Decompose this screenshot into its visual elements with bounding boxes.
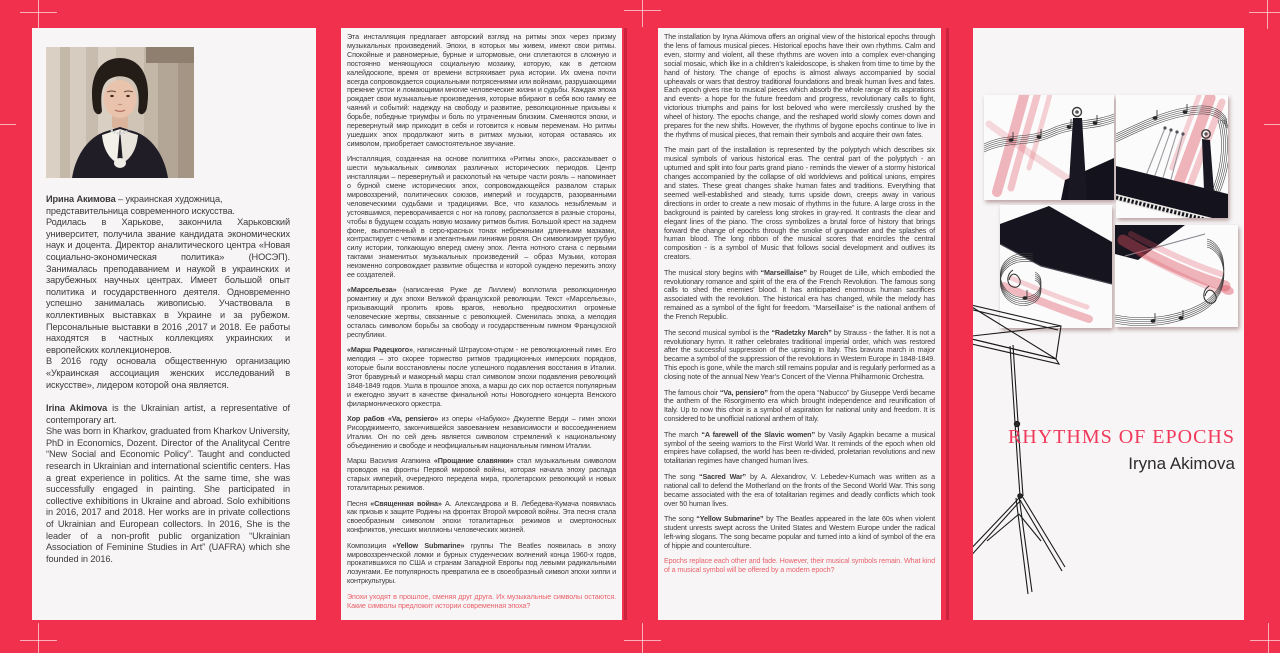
text-segment: by Strauss - the father. It is not a revolutionary hymn. It rather celebrates traditional imperial order, which was restored after the successful suppression of the uprising in Italy. This bravura march in major became a symbol of the suppression of the revolutions in Western Europe in 1848-1849. This epoch is gone, while the march still remains popular and is regularly performed as a closing note of the annual New Year’s Concert of the Vienna Philharmonic Orchestra. (664, 327, 935, 382)
paragraph (347, 457, 616, 493)
paragraph (664, 33, 935, 140)
artist-photo (46, 47, 194, 178)
text-segment: “Va, pensiero” (719, 387, 768, 397)
fold-line (624, 28, 627, 620)
text-segment: “Sacred War” (698, 471, 747, 481)
fold-line (946, 28, 949, 620)
text-segment: Марш Василия Агапкина (347, 456, 434, 466)
text-segment: Родилась в Харькове, закончила Харьковский университет, получила звание кандидата экономических наук и доцента. Директор аналитического центра «Новая социально-экономическая политика» (НОСЭП). Занималась преподаванием и наукой в украинских и зарубежных научных центрах. Имеет большой опыт политика и государственного деятеля. Одновременно успешно занималась живописью. Участвовала в коллективных выставках в Украине и за рубежом. Персональные выставки в 2016 ,2017 и 2018. Ее работы находятся в частных коллекциях украинских и европейских коллекционеров. (46, 217, 290, 355)
paragraph (46, 356, 290, 391)
text-segment: стал музыкальным символом проводов на фронты Первой мировой войны, которая начала эпоху распада старых империй, очередного передела мира, пролетарских революций и новых тоталитарных режимов. (347, 456, 616, 493)
paragraph (664, 146, 935, 262)
text-segment: «Прощание славянки» (433, 456, 514, 466)
cover-author: Iryna Akimova (1128, 454, 1235, 473)
text-segment: from the opera “Nabucco” by Giuseppe Verdi became the anthem of the Risorgimento era which brought independence and reunification of Italy. Up to now this choir is a symbol of aspiration for national unity and freedom. It is considered to be unofficial national anthem of Italy. (664, 387, 935, 424)
cover-panel (973, 28, 1244, 620)
paragraph (347, 286, 616, 339)
crop-mark (642, 623, 643, 653)
paragraph (664, 269, 935, 322)
text-segment: is the Ukrainian artist, a representative of contemporary art. (46, 403, 290, 425)
text-segment: by Vasily Agapkin became a musical symbol of the seeing warriors to the First World War. It reminds of the epoch when old empires have collapsed, the world has been re-divided, proletarian revolutions and new totalitarian regimes have changed human lives. (664, 429, 935, 466)
paragraph (347, 542, 616, 587)
text-segment: by Rouget de Lille, which embodied the revolutionary romance and spirit of the era of the French Revolution. The famous song calls to shed the enemies’ blood. It has anticipated enormous human sacrifices associated with the revolution. The historical era has changed, while the melody has remained as a symbol of the fight for freedom. “Marseillaise” is the national anthem of the French Republic. (664, 267, 936, 322)
paragraph (664, 389, 935, 425)
text-segment: Эта инсталляция предлагает авторский взгляд на ритмы эпох через призму музыкальных произведений. Эпохи, в которых мы живем, имеют свои ритмы. Спокойные и равномерные, бурные и штормовые, они сплетаются в сложную и постоянно меняющуюся социальную мозаику, которую, как в детском калейдоскопе, время от времени встряхивает рука истории. Их смена почти всегда сопровождается социальными потрясениями или войнами, разрушающими прежние устои и ломающими многие человеческие жизни и судьбы. Каждая эпоха рождает свои музыкальные произведения, которые вбирают в себя всю гамму ее чаяний и событий: надежду на свободу и развитие, революционные призывы к борьбе, победные триумфы и боль по утраченным близким. Сменяются эпохи, и перевернутый мир приходит в себя и готовится к новым переменам. Но ритмы ушедших эпох продолжают жить в ритмах музыки, которая оставаясь их символом, приобретает самостоятельное звучание. (347, 32, 616, 148)
text-segment: The main part of the installation is represented by the polyptych which describes six musical symbols of various historical eras. The central part of the polyptych - an upturned and split into four parts grand piano - reminds the viewer of a stormy historical changes accompanied by the collapse of old worldviews and political unions, empires and states. These great changes shake human fates and traditions. Everything that seemed well-established and steady, turns upside down, creeps away in various directions in order to create a new mosaic of rhythms in the future. A large cross in the background is painted by careless long strokes in gray-red. It contrasts the clear and elegant lines of the piano. The cross symbolizes a brutal force of history that brings forward the change of epochs through the smoke of gunpowder and the splashes of human blood. The long ribbon of the musical scores that encircles the central composition - is a symbol of Music that follows social development and outlives its creators. (664, 145, 935, 262)
text-segment: The famous choir (664, 387, 720, 397)
music-stand-drawing (973, 304, 1065, 594)
text-segment: Ирина Акимова (46, 194, 116, 204)
paragraph (347, 33, 616, 149)
crop-mark (1267, 0, 1268, 29)
text-segment: представительница современного искусства. (46, 205, 235, 216)
text-segment: The second musical symbol is the (664, 327, 772, 337)
text-segment: Композиция (347, 540, 393, 550)
text-segment: The march (664, 429, 702, 439)
text-segment: She was born in Kharkov, graduated from Kharkov University, PhD in Economics, Dozent. Director of the Analitycal Centre “New Social and Economic Policy”. Taught and conducted research in Ukrainian and international scientific centers. Has a great experience in politics. At the same time, she was successfully engaged in painting. She participated in collective exhibitions in Ukraine and abroad. Solo exhibitions in 2016, 2017 and 2018. Her works are in private collections of Ukrainian and European collectors. In 2016, She is the leader of a non-profit public organization “Ukrainian Association of Feminine Studies in Art” (UAFRA) which she founded in 2016. (46, 426, 290, 564)
text-segment: Эпохи уходят в прошлое, сменяя друг друга. Их музыкальные символы остаются. Какие символы предложит истории современная эпоха? (347, 591, 616, 610)
text-segment: The musical story begins with (664, 267, 761, 277)
text-segment: – украинская художница, (115, 194, 223, 204)
text-segment: Песня (347, 498, 371, 508)
text-segment: The song (664, 513, 697, 523)
artist-bio-text (46, 194, 290, 565)
paragraph (46, 217, 290, 356)
text-segment: В 2016 году основала общественную организацию «Украинская ассоциация женских исследований в искусстве», лидером которой она является. (46, 356, 290, 390)
text-segment: “Yellow Submarine” (696, 513, 764, 523)
text-segment: by The Beatles appeared in the late 60s when violent student unrests swept across the United States and Western Europe under the radical left-wing slogans. The song became popular and turned into a kind of symbol of the era of hippie and counterculture. (664, 513, 935, 550)
text-segment: The installation by Iryna Akimova offers an original view of the historical epochs through the lens of famous musical pieces. Historical epochs have their own rhythms. Calm and even, stormy and violent, all these rhythms are woven into a complex ever-changing social mosaic, which like in a children’s kaleidoscope, is shaken from time to time by the hand of history. The change of epochs is almost always accompanied by social upheavals or wars that destroy traditional foundations and break human lives and fates. Each epoch gives rise to musical pieces which absorb the whole range of its aspirations and events- a hope for the future freedom and progress, revolutionary calls to fight, victorious triumphs and pains for lost beloved who were mercilessly crushed by the wheel of history. The epochs change, and the reshaped world slowly comes down and prepares for the new shifts. However, the rhythms of bygone epochs continue to live in the rhythms of musical pieces, that remain their symbols and acquire their own fates. (664, 32, 935, 139)
polyptych-artwork (973, 28, 1244, 616)
english-text-panel (658, 28, 941, 620)
paragraph (664, 329, 935, 382)
text-segment: А. Александрова и В. Лебедева-Кумача появилась как призыв к защите Родины на фронтах Второй мировой войны. Эта песня стала своеобразным символом эпохи тоталитарных режимов и смертоносных конфликтов, унесших миллионы человеческих жизней. (347, 498, 616, 535)
crop-mark (1264, 124, 1280, 125)
crop-mark (1268, 623, 1269, 653)
crop-mark (38, 623, 39, 653)
paragraph (347, 500, 616, 536)
text-segment: “A farewell of the Slavic women” (701, 429, 815, 439)
paragraph (347, 155, 616, 280)
russian-text-panel (341, 28, 622, 620)
text-segment: (написанная Руже де Лиллем) воплотила революционную романтику и дух эпохи Великой французской революции. Текст «Марсельезы», призывающий пролить кровь врагов, невольно предвосхитил огромные человеческие жертвы, связанные с революцией. Сменилась эпоха, а мелодия осталась символом борьбы за свободу и государственным гимном Французской республики. (347, 285, 616, 339)
english-description-text (658, 28, 941, 575)
text-segment: , написанный Штраусом-отцом - не революционный гимн. Его мелодия – это скорее торжество ритмов традиционных имперских порядков, которые были восстановлены после успешного подавления восстания в Италии. Этот бравурный и мажорный марш стал символом эпохи подавления революций 1848-1849 годов. Ушла в прошлое эпоха, а марш до сих пор остается популярным и ежегодно звучит в качестве финальной ноты Новогоднего концерта Венского филармонического оркестра. (347, 345, 616, 408)
paragraph (664, 557, 935, 575)
paragraph (46, 403, 290, 426)
cover-title: RHYTHMS OF EPOCHS (1007, 426, 1235, 448)
text-segment: «Yellow Submarine» (392, 540, 465, 550)
paragraph (347, 346, 616, 408)
crop-mark (1249, 12, 1280, 13)
crop-mark (38, 0, 39, 29)
crop-mark (0, 124, 16, 125)
text-segment: The song (664, 471, 699, 481)
text-segment: by A. Alexandrov, V. Lebedev-Kumach was written as a national call to defend the Motherland on the fronts of the Second World War. This song became associated with the era of totalitarian regimes and deadly conflicts which took over 50 human lives. (664, 471, 936, 508)
artist-panel (32, 28, 316, 620)
text-segment: Хор рабов «Va, pensiero» (347, 414, 439, 424)
text-segment: “Radetzky March” (771, 327, 832, 337)
text-segment: группы The Beatles появилась в эпоху мировоззренческой ломки и бурных студенческих волнений конца 1960-х годов, прокатившихся по США и странам Западной Европы под левыми радикальными лозунгами. Ее популярность превратила ее в своеобразный символ эпохи хиппи и контркультуры. (347, 540, 616, 586)
text-segment: «Марш Радецкого» (347, 345, 413, 355)
text-segment: из оперы «Набукко» Джузеппе Верди – гимн эпохи Рисорджименто, закончившейся завоеванием независимости и воссоединением Италии. Он по сей день является символом стремлений к национальному объединению и свободе и неофициальным национальным гимном Италии. (347, 414, 616, 450)
text-segment: «Марсельеза» (347, 285, 397, 295)
russian-description-text (341, 28, 622, 610)
text-segment: «Священная война» (370, 498, 442, 508)
paragraph (46, 194, 290, 206)
artist-portrait-image (46, 47, 194, 178)
text-segment: “Marseillaise” (760, 267, 807, 277)
text-segment: Irina Akimova (46, 403, 108, 414)
paragraph (46, 206, 290, 218)
paragraph (347, 415, 616, 451)
text-segment: Инсталляция, созданная на основе полиптиха «Ритмы эпох», рассказывает о шести музыкальных символах различных исторических периодов. Центр инсталляции – перевернутый и расколотый на четыре части рояль – напоминает о бурной смене исторических эпох, сопровождающейся развалом старых мировоззрений, политических союзов, империй и государств, разорванными человеческими судьбами и традициями. Все, что казалось незыблемым и устоявшимся, переворачивается с ног на голову, расползается в разные стороны, чтобы в будущем создать новую мозаику ритмов бытия. Большой крест на заднем фоне, выполненный в серо-красных тонах небрежными длинными мазками, контрастирует с четкими и элегантными линиями рояля. Он символизирует грубую силу истории, толкающую вперед смену эпох. Лента нотного стана с первыми тактами знаменитых музыкальных произведений – образ Музыки, которая неизменно сопровождает развитие общества и которой суждено пережить эпоху ее создателей. (347, 154, 616, 280)
paragraph (664, 515, 935, 551)
text-segment: Epochs replace each other and fade. However, their musical symbols remain. What kind of a musical symbol will be offered by a modern epoch? (664, 556, 935, 574)
paragraph (664, 431, 935, 467)
paragraph (347, 593, 616, 611)
crop-mark (1250, 640, 1280, 641)
paragraph (46, 426, 290, 565)
crop-mark (642, 0, 643, 27)
paragraph (664, 473, 935, 509)
